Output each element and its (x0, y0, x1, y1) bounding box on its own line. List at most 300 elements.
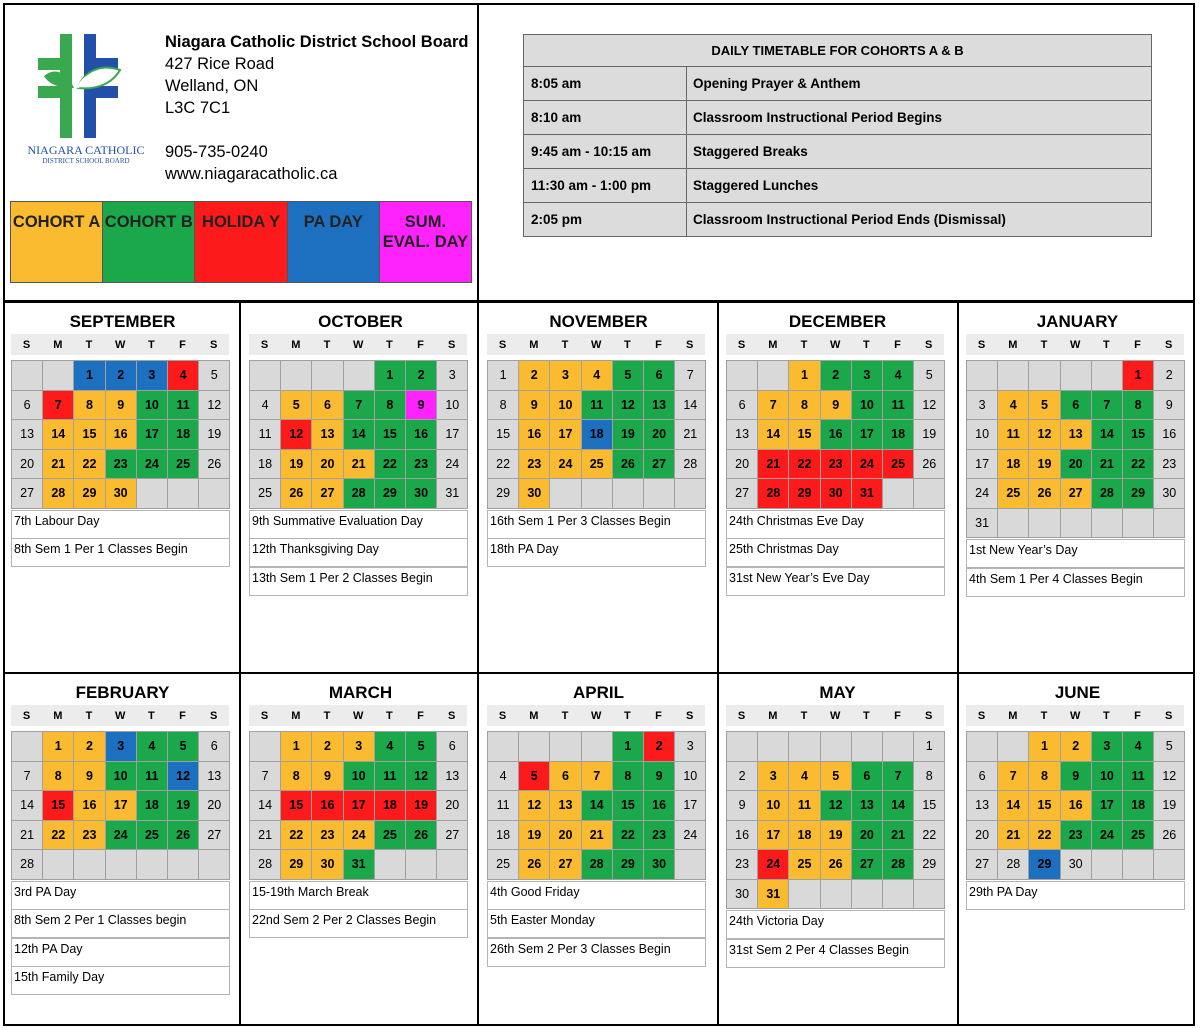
calendar-day: 20 (11, 449, 43, 480)
calendar-empty-cell (757, 731, 789, 762)
weekday-label: F (894, 338, 901, 351)
calendar-day: 29 (612, 849, 644, 880)
month-april (487, 683, 712, 1023)
month-name: MAY (819, 683, 856, 702)
calendar-empty-cell (1153, 508, 1185, 539)
calendar-day: 5 (167, 731, 199, 762)
calendar-empty-cell (374, 849, 406, 880)
month-note: 16th Sem 1 Per 3 Classes Begin (487, 510, 706, 539)
calendar-day: 4 (997, 390, 1029, 421)
calendar-day: 22 (788, 449, 820, 480)
calendar-day: 19 (198, 419, 230, 450)
calendar-empty-cell (549, 731, 581, 762)
timetable-row (524, 169, 1151, 203)
calendar-day: 10 (136, 390, 168, 421)
calendar-day: 5 (612, 360, 644, 391)
calendar-day: 7 (1091, 390, 1123, 421)
calendar-day: 29 (788, 478, 820, 509)
calendar-day: 7 (249, 761, 281, 792)
calendar-day: 15 (487, 419, 519, 450)
calendar-day: 17 (436, 419, 468, 450)
calendar-day: 9 (643, 761, 675, 792)
calendar-day: 17 (1091, 790, 1123, 821)
calendar-day: 30 (105, 478, 137, 509)
calendar-day: 10 (105, 761, 137, 792)
calendar-day: 28 (11, 849, 43, 880)
calendar-day: 9 (105, 390, 137, 421)
month-name: APRIL (573, 683, 624, 702)
calendar-day: 8 (487, 390, 519, 421)
calendar-day: 9 (726, 790, 758, 821)
month-note: 9th Summative Evaluation Day (249, 510, 468, 539)
calendar-day: 17 (851, 419, 883, 450)
calendar-day: 1 (612, 731, 644, 762)
column-divider (3, 301, 5, 1026)
calendar-day: 17 (966, 449, 998, 480)
month-note: 31st Sem 2 Per 4 Classes Begin (726, 939, 945, 968)
calendar-day: 25 (581, 449, 613, 480)
calendar-day: 16 (1153, 419, 1185, 450)
weekday-label: T (561, 338, 569, 351)
calendar-day: 12 (198, 390, 230, 421)
calendar-empty-cell (136, 478, 168, 509)
calendar-day: 12 (1153, 761, 1185, 792)
weekday-label: T (85, 338, 93, 351)
calendar-empty-cell (913, 478, 945, 509)
row-divider (3, 672, 1195, 674)
weekday-label: S (977, 709, 986, 722)
calendar-day: 19 (1028, 449, 1060, 480)
calendar-day: 8 (913, 761, 945, 792)
calendar-day: 27 (851, 849, 883, 880)
weekday-label: F (655, 338, 662, 351)
calendar-day: 15 (612, 790, 644, 821)
calendar-empty-cell (11, 731, 43, 762)
weekday-header (249, 705, 467, 726)
month-note: 31st New Year’s Eve Day (726, 567, 945, 596)
calendar-day: 19 (913, 419, 945, 450)
calendar-day: 15 (374, 419, 406, 450)
calendar-empty-cell (405, 849, 437, 880)
calendar-day: 13 (966, 790, 998, 821)
calendar-day: 7 (757, 390, 789, 421)
timetable-time: 11:30 am - 1:00 pm (524, 169, 687, 202)
calendar-day: 21 (997, 820, 1029, 851)
calendar-day: 18 (581, 419, 613, 450)
calendar-day: 19 (612, 419, 644, 450)
calendar-day: 1 (1122, 360, 1154, 391)
calendar-day: 14 (882, 790, 914, 821)
weekday-label: S (22, 709, 31, 722)
calendar-day: 4 (249, 390, 281, 421)
month-note: 12th PA Day (11, 938, 230, 967)
month-note: 12th Thanksgiving Day (249, 538, 468, 567)
calendar-day: 21 (882, 820, 914, 851)
calendar-empty-cell (1091, 849, 1123, 880)
calendar-day: 22 (374, 449, 406, 480)
calendar-day: 28 (757, 478, 789, 509)
weekday-label: S (498, 709, 507, 722)
month-february (11, 683, 236, 1023)
calendar-day: 6 (726, 390, 758, 421)
calendar-day: 15 (280, 790, 312, 821)
calendar-day: 7 (882, 761, 914, 792)
calendar-day: 26 (518, 849, 550, 880)
calendar-day: 14 (343, 419, 375, 450)
column-divider (239, 301, 241, 1026)
timetable-row (524, 135, 1151, 169)
calendar-day: 26 (198, 449, 230, 480)
calendar-day: 26 (612, 449, 644, 480)
weekday-header (11, 705, 229, 726)
calendar-day: 30 (643, 849, 675, 880)
weekday-label: T (1040, 338, 1048, 351)
calendar-empty-cell (436, 849, 468, 880)
calendar-day: 5 (1028, 390, 1060, 421)
calendar-day: 31 (343, 849, 375, 880)
calendar-day: 4 (136, 731, 168, 762)
calendar-empty-cell (249, 731, 281, 762)
calendar-day: 11 (249, 419, 281, 450)
calendar-day: 3 (136, 360, 168, 391)
calendar-day: 23 (1153, 449, 1185, 480)
calendar-empty-cell (851, 731, 883, 762)
calendar-day: 9 (405, 390, 437, 421)
calendar-day: 2 (1153, 360, 1185, 391)
calendar-day: 10 (966, 419, 998, 450)
timetable-time: 8:10 am (524, 101, 687, 134)
month-name: JANUARY (1036, 312, 1119, 331)
calendar-day: 7 (997, 761, 1029, 792)
calendar-empty-cell (42, 360, 74, 391)
weekday-header (726, 334, 944, 355)
weekday-label: T (1102, 338, 1110, 351)
calendar-day: 25 (997, 478, 1029, 509)
calendar-day: 3 (674, 731, 706, 762)
website-link[interactable]: www.niagaracatholic.ca (165, 165, 338, 183)
calendar-empty-cell (311, 360, 343, 391)
weekday-label: M (53, 709, 63, 722)
calendar-day: 22 (1122, 449, 1154, 480)
weekday-label: W (352, 709, 364, 722)
calendar-empty-cell (966, 731, 998, 762)
calendar-day: 10 (343, 761, 375, 792)
timetable-desc: Classroom Instructional Period Ends (Dismissal) (693, 212, 1006, 227)
calendar-day: 31 (757, 879, 789, 910)
weekday-header (726, 705, 944, 726)
calendar-day: 27 (966, 849, 998, 880)
month-note: 4th Sem 1 Per 4 Classes Begin (966, 568, 1185, 597)
calendar-day: 8 (1028, 761, 1060, 792)
calendar-day: 30 (311, 849, 343, 880)
column-divider (957, 301, 959, 1026)
calendar-day: 6 (1060, 390, 1092, 421)
calendar-day: 1 (788, 360, 820, 391)
month-october (249, 312, 474, 652)
calendar-day: 13 (11, 419, 43, 450)
weekday-header (11, 334, 229, 355)
calendar-day: 23 (105, 449, 137, 480)
calendar-day: 24 (966, 478, 998, 509)
calendar-day: 25 (374, 820, 406, 851)
calendar-day: 11 (997, 419, 1029, 450)
header-divider (477, 3, 479, 302)
weekday-label: T (623, 709, 631, 722)
weekday-label: S (737, 338, 746, 351)
calendar-day: 29 (1122, 478, 1154, 509)
calendar-day: 20 (851, 820, 883, 851)
month-january (966, 312, 1191, 652)
weekday-label: T (385, 709, 393, 722)
calendar-day: 19 (167, 790, 199, 821)
calendar-day: 28 (882, 849, 914, 880)
weekday-label: S (260, 709, 269, 722)
calendar-day: 21 (674, 419, 706, 450)
calendar-empty-cell (997, 508, 1029, 539)
daily-timetable (523, 34, 1152, 237)
calendar-empty-cell (882, 731, 914, 762)
weekday-label: T (85, 709, 93, 722)
calendar-empty-cell (105, 849, 137, 880)
calendar-day: 8 (42, 761, 74, 792)
weekday-label: S (210, 338, 218, 351)
calendar-day: 25 (882, 449, 914, 480)
calendar-day: 11 (374, 761, 406, 792)
calendar-day: 28 (42, 478, 74, 509)
phone-number: 905-735-0240 (165, 143, 268, 161)
calendar-empty-cell (788, 879, 820, 910)
weekday-label: S (977, 338, 986, 351)
address-line-1: 427 Rice Road (165, 55, 275, 73)
calendar-empty-cell (820, 731, 852, 762)
calendar-day: 7 (343, 390, 375, 421)
calendar-day: 1 (73, 360, 105, 391)
calendar-day: 14 (581, 790, 613, 821)
calendar-day: 5 (280, 390, 312, 421)
calendar-day: 26 (1028, 478, 1060, 509)
calendar-day: 16 (73, 790, 105, 821)
calendar-empty-cell (343, 360, 375, 391)
calendar-day: 18 (136, 790, 168, 821)
calendar-day: 6 (966, 761, 998, 792)
column-divider (1193, 301, 1195, 1026)
timetable-row (524, 203, 1151, 236)
calendar-day: 5 (820, 761, 852, 792)
calendar-day: 5 (913, 360, 945, 391)
logo-line-2: DISTRICT SCHOOL BOARD (42, 157, 130, 165)
month-note: 13th Sem 1 Per 2 Classes Begin (249, 567, 468, 596)
month-note: 7th Labour Day (11, 510, 230, 539)
calendar-day: 20 (198, 790, 230, 821)
calendar-day: 27 (643, 449, 675, 480)
calendar-day: 23 (405, 449, 437, 480)
weekday-label: S (925, 338, 933, 351)
calendar-day: 8 (374, 390, 406, 421)
calendar-day: 31 (436, 478, 468, 509)
calendar-day: 11 (487, 790, 519, 821)
weekday-header (249, 334, 467, 355)
calendar-empty-cell (42, 849, 74, 880)
month-note: 29th PA Day (966, 881, 1185, 910)
month-note: 24th Christmas Eve Day (726, 510, 945, 539)
calendar-day: 12 (518, 790, 550, 821)
calendar-day: 29 (280, 849, 312, 880)
calendar-empty-cell (788, 731, 820, 762)
weekday-label: W (114, 338, 126, 351)
calendar-day: 17 (105, 790, 137, 821)
calendar-empty-cell (280, 360, 312, 391)
row-divider (3, 1024, 1195, 1026)
timetable-desc: Staggered Breaks (693, 144, 808, 159)
calendar-empty-cell (726, 360, 758, 391)
calendar-day: 15 (42, 790, 74, 821)
calendar-day: 4 (487, 761, 519, 792)
weekday-header (966, 705, 1184, 726)
weekday-header (966, 334, 1184, 355)
calendar-day: 22 (612, 820, 644, 851)
calendar-day: 25 (1122, 820, 1154, 851)
timetable-time: 9:45 am - 10:15 am (524, 135, 687, 168)
logo-line-1: NIAGARA CATHOLIC (27, 143, 145, 157)
calendar-day: 27 (436, 820, 468, 851)
row-divider (3, 301, 1195, 303)
month-name: DECEMBER (788, 312, 887, 331)
calendar-day: 20 (311, 449, 343, 480)
calendar-day: 17 (674, 790, 706, 821)
calendar-day: 18 (374, 790, 406, 821)
calendar-day: 15 (1122, 419, 1154, 450)
calendar-day: 28 (1091, 478, 1123, 509)
calendar-day: 6 (549, 761, 581, 792)
month-name: MARCH (328, 683, 393, 702)
calendar-empty-cell (882, 879, 914, 910)
calendar-empty-cell (997, 360, 1029, 391)
calendar-day: 9 (518, 390, 550, 421)
calendar-day: 13 (726, 419, 758, 450)
calendar-empty-cell (913, 879, 945, 910)
calendar-day: 12 (612, 390, 644, 421)
calendar-day: 18 (997, 449, 1029, 480)
calendar-day: 7 (11, 761, 43, 792)
calendar-day: 21 (757, 449, 789, 480)
calendar-day: 13 (436, 761, 468, 792)
calendar-day: 18 (167, 419, 199, 450)
color-legend (10, 201, 472, 283)
weekday-label: S (1165, 338, 1173, 351)
month-note: 8th Sem 2 Per 1 Classes begin (11, 909, 230, 938)
legend-cohort-b: COHORT B (103, 202, 195, 282)
calendar-day: 28 (997, 849, 1029, 880)
timetable-time: 8:05 am (524, 67, 687, 100)
weekday-label: W (1069, 709, 1081, 722)
weekday-label: M (768, 709, 778, 722)
calendar-empty-cell (997, 731, 1029, 762)
calendar-day: 12 (167, 761, 199, 792)
calendar-day: 1 (913, 731, 945, 762)
calendar-day: 17 (343, 790, 375, 821)
calendar-day: 4 (882, 360, 914, 391)
calendar-day: 20 (966, 820, 998, 851)
column-divider (717, 301, 719, 1026)
calendar-empty-cell (136, 849, 168, 880)
calendar-day: 6 (198, 731, 230, 762)
calendar-day: 24 (436, 449, 468, 480)
calendar-empty-cell (674, 478, 706, 509)
calendar-empty-cell (549, 478, 581, 509)
calendar-day: 12 (1028, 419, 1060, 450)
calendar-day: 30 (1060, 849, 1092, 880)
calendar-day: 11 (1122, 761, 1154, 792)
calendar-day: 10 (851, 390, 883, 421)
calendar-day: 13 (311, 419, 343, 450)
calendar-day: 3 (343, 731, 375, 762)
calendar-empty-cell (198, 849, 230, 880)
calendar-day: 28 (249, 849, 281, 880)
calendar-empty-cell (1060, 508, 1092, 539)
calendar-day: 16 (105, 419, 137, 450)
calendar-day: 25 (487, 849, 519, 880)
calendar-day: 23 (73, 820, 105, 851)
calendar-day: 27 (1060, 478, 1092, 509)
legend-sum-eval-day: SUM. EVAL. DAY (380, 202, 471, 282)
calendar-day: 29 (913, 849, 945, 880)
calendar-empty-cell (851, 879, 883, 910)
calendar-day: 19 (820, 820, 852, 851)
calendar-day: 30 (820, 478, 852, 509)
calendar-day: 29 (73, 478, 105, 509)
calendar-day: 17 (757, 820, 789, 851)
calendar-day: 4 (788, 761, 820, 792)
weekday-label: F (894, 709, 901, 722)
month-name: NOVEMBER (549, 312, 648, 331)
month-note: 1st New Year’s Day (966, 539, 1185, 568)
weekday-label: T (1102, 709, 1110, 722)
weekday-label: T (561, 709, 569, 722)
calendar-day: 28 (581, 849, 613, 880)
timetable-desc: Staggered Lunches (693, 178, 819, 193)
calendar-day: 9 (1153, 390, 1185, 421)
calendar-day: 24 (851, 449, 883, 480)
calendar-day: 18 (882, 419, 914, 450)
calendar-day: 2 (518, 360, 550, 391)
calendar-day: 21 (11, 820, 43, 851)
calendar-day: 26 (820, 849, 852, 880)
timetable-title: DAILY TIMETABLE FOR COHORTS A & B (524, 35, 1151, 67)
calendar-day: 27 (11, 478, 43, 509)
address-line-3: L3C 7C1 (165, 99, 231, 117)
calendar-day: 5 (198, 360, 230, 391)
calendar-day: 20 (549, 820, 581, 851)
weekday-label: T (385, 338, 393, 351)
calendar-day: 10 (549, 390, 581, 421)
calendar-day: 16 (1060, 790, 1092, 821)
calendar-day: 21 (42, 449, 74, 480)
calendar-empty-cell (1091, 508, 1123, 539)
weekday-label: S (260, 338, 269, 351)
weekday-label: M (1008, 338, 1018, 351)
weekday-label: W (590, 338, 602, 351)
column-divider (477, 301, 479, 1026)
month-note: 26th Sem 2 Per 3 Classes Begin (487, 938, 706, 967)
calendar-day: 22 (487, 449, 519, 480)
calendar-day: 14 (1091, 419, 1123, 450)
calendar-day: 20 (643, 419, 675, 450)
calendar-day: 22 (280, 820, 312, 851)
calendar-day: 5 (405, 731, 437, 762)
calendar-day: 24 (674, 820, 706, 851)
calendar-day: 20 (1060, 449, 1092, 480)
calendar-day: 7 (581, 761, 613, 792)
